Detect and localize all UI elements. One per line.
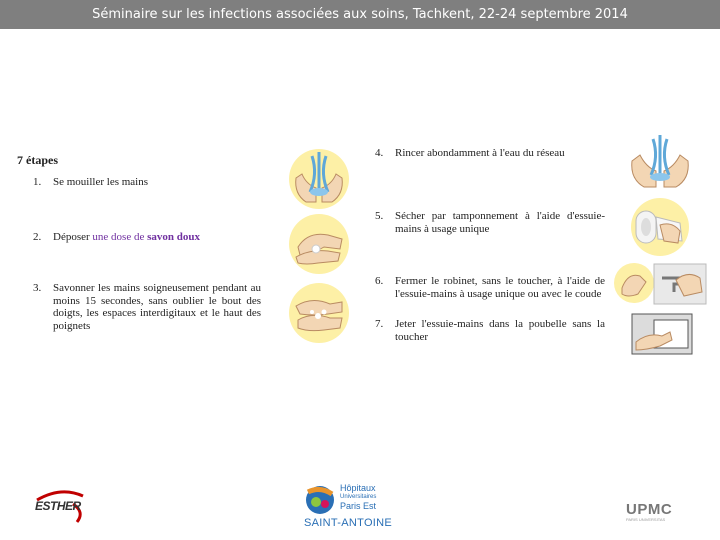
upmc-logo xyxy=(626,502,688,528)
upmc-subtitle: PARIS UNIVERSITAS xyxy=(626,517,666,522)
hopitaux-line-2: Universitaires xyxy=(340,494,377,500)
step-6 xyxy=(375,275,607,317)
soap-dispensing-illustration xyxy=(288,213,350,275)
hopitaux-logo xyxy=(302,484,394,530)
wet-hands-illustration xyxy=(288,148,350,210)
step-number: 3. xyxy=(33,282,42,294)
upmc-logo-text: UPMC xyxy=(626,501,673,518)
step-text: Sécher par tamponnement à l'aide d'essuie-mains à usage unique xyxy=(395,210,605,235)
rinse-hands-illustration xyxy=(626,133,694,193)
hopitaux-line-3: Paris Est xyxy=(340,501,377,511)
section-title: 7 étapes xyxy=(17,153,58,167)
slide-header xyxy=(0,0,720,29)
step-text-highlight-bold: savon doux xyxy=(147,231,200,243)
hopitaux-line-1: Hôpitaux xyxy=(340,483,376,493)
saint-antoine-label: SAINT-ANTOINE xyxy=(304,517,393,529)
step-text-plain: Déposer xyxy=(53,231,93,243)
hopitaux-emblem-icon xyxy=(302,484,338,516)
step-number: 5. xyxy=(375,210,384,222)
step-text: Savonner les mains soigneusement pendant au moins 15 secondes, sans oublier le bout des doigts, les espaces interdigitaux et le haut des poignets xyxy=(53,282,261,332)
close-tap-illustration xyxy=(614,258,708,308)
rub-hands-illustration xyxy=(288,282,350,344)
step-number: 1. xyxy=(33,176,42,188)
step-2 xyxy=(33,231,283,245)
step-4 xyxy=(375,147,607,161)
step-5 xyxy=(375,210,607,240)
step-text-highlight: une dose de xyxy=(92,231,148,243)
step-number: 7. xyxy=(375,318,384,330)
step-number: 2. xyxy=(33,231,42,243)
step-number: 6. xyxy=(375,275,384,287)
esther-logo-text: ESTHER xyxy=(35,499,81,513)
step-text: Fermer le robinet, sans le toucher, à l'aide de l'essuie-mains à usage unique ou avec le coude xyxy=(395,275,605,300)
step-number: 4. xyxy=(375,147,384,159)
step-7 xyxy=(375,318,607,346)
step-text: Se mouiller les mains xyxy=(53,176,149,188)
towel-dry-illustration xyxy=(630,197,690,257)
bin-disposal-illustration xyxy=(630,312,694,356)
step-1 xyxy=(33,176,283,190)
step-text: Jeter l'essuie-mains dans la poubelle sans la toucher xyxy=(395,318,605,343)
step-text xyxy=(53,231,283,244)
slide-title: Séminaire sur les infections associées aux soins, Tachkent, 22-24 septembre 2014 xyxy=(92,7,628,22)
esther-logo xyxy=(33,482,91,526)
step-text: Rincer abondamment à l'eau du réseau xyxy=(395,147,565,159)
step-3 xyxy=(33,282,263,342)
